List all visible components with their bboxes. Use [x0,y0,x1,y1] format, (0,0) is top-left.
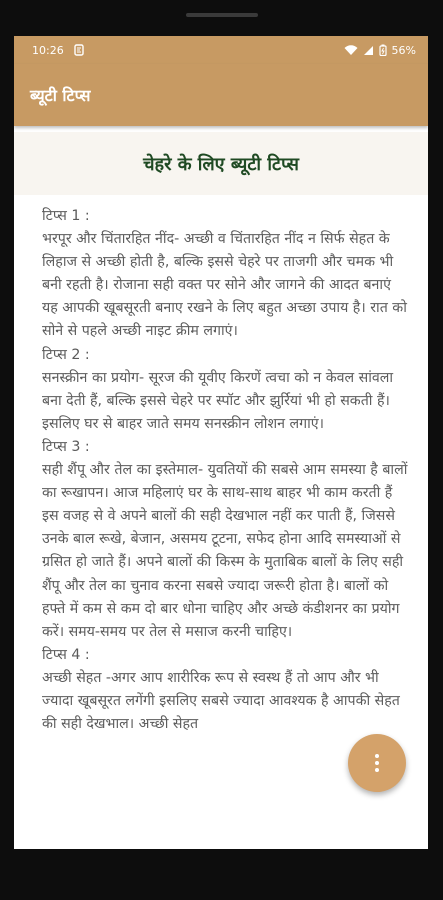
tips-content[interactable] [14,195,428,736]
tip-text: सनस्क्रीन का प्रयोग- सूरज की यूवीए किरणें त्वचा को न केवल सांवला बना देती हैं, बल्कि इससे चेहरे पर स्पॉट और झुर्रियां भी हो सकती हैं। इसलिए घर से बाहर जाते समय सनस्क्रीन लोशन लगाएं। [42,369,394,432]
app-title: ब्यूटी टिप्स [30,86,91,105]
status-bar [14,36,428,64]
tip-text: अच्छी सेहत -अगर आप शारीरिक रूप से स्वस्थ हैं तो आप और भी ज्यादा खूबसूरत लगेंगी इसलिए सबसे ज्यादा आवश्यक है आपकी सेहत की सही देखभाल। अच्छी सेहत [42,669,400,733]
tip-block [42,344,410,436]
speaker-grille [186,13,258,17]
tip-label: टिप्स 3 : [42,438,90,455]
wifi-icon [344,45,358,56]
battery-percent: 56% [391,43,416,57]
heading-band [14,132,428,195]
signal-icon [363,45,374,56]
system-nav-bar [0,849,443,900]
page-heading: चेहरे के लिए ब्यूटी टिप्स [143,153,299,175]
tip-label: टिप्स 1 : [42,208,90,224]
app-bar [14,64,428,126]
notification-icon [74,44,84,56]
tip-text: भरपूर और चिंतारहित नींद- अच्छी व चिंतारहित नींद न सिर्फ सेहत के लिहाज से अच्छी होती है, बल्कि इससे चेहरे पर ताजगी और चमक भी बनी रहती है। रोजाना सही वक्त पर सोने और जागने की आदत बनाएं यह आपकी खूबसूरती बनाए रखने के लिए बहुत अच्छा उपाय है। रात को सोने से पहले अच्छी नाइट क्रीम लगाएं। [42,231,407,340]
tip-block [42,644,410,736]
status-time: 10:26 [32,43,64,57]
tip-label: टिप्स 2 : [42,346,90,363]
tip-label: टिप्स 4 : [42,646,90,663]
tip-text: सही शैंपू और तेल का इस्तेमाल- युवतियों की सबसे आम समस्या है बालों का रूखापन। आज महिलाएं घर के साथ-साथ बाहर भी काम करती हैं इस वजह से वे अपने बालों की सही देखभाल नहीं कर पाती हैं, जिससे उनके बाल रूखे, बेजान, असमय टूटना, सफेद होना आदि समस्याओं से ग्रसित हो जाते हैं। अपने बालों की किस्म के मुताबिक बालों के लिए सही शैंपू और तेल का चुनाव करना सबसे ज्यादा जरूरी होता है। बालों को हफ्ते में कम से कम दो बार धोना चाहिए और अच्छे कंडीशनर का प्रयोग करें। समय-समय पर तेल से मसाज करनी चाहिए। [42,462,408,640]
status-icons [344,44,416,57]
tip-block [42,205,410,344]
battery-icon [379,44,387,56]
more-vert-icon [375,754,379,772]
app-screen [14,36,428,849]
more-options-button[interactable] [348,734,406,792]
tip-block [42,436,410,644]
